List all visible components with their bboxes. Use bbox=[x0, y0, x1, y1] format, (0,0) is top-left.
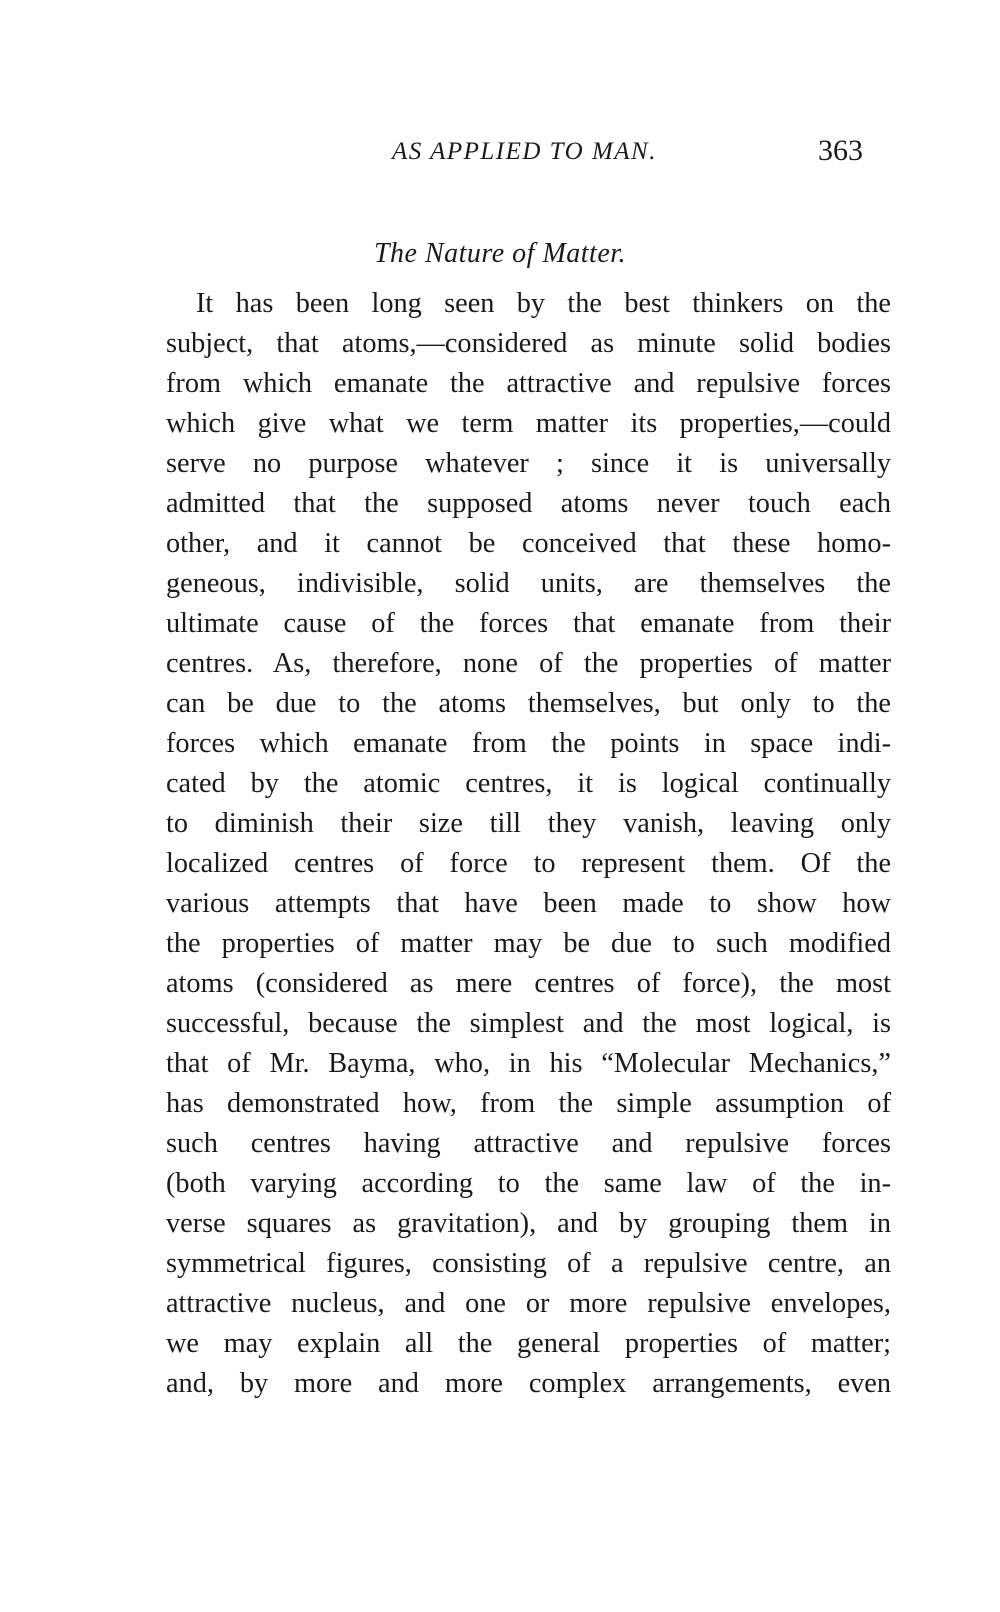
text-line: the properties of matter may be due to such modified bbox=[166, 928, 891, 959]
body-paragraph bbox=[166, 284, 891, 1404]
text-line: to diminish their size till they vanish, leaving only bbox=[166, 808, 891, 839]
text-line: that of Mr. Bayma, who, in his “Molecular Mechanics,” bbox=[166, 1048, 891, 1079]
text-line: various attempts that have been made to show how bbox=[166, 888, 891, 919]
text-line: admitted that the supposed atoms never touch each bbox=[166, 488, 891, 519]
text-line: from which emanate the attractive and repulsive forces bbox=[166, 368, 891, 399]
text-line: symmetrical figures, consisting of a repulsive centre, an bbox=[166, 1248, 891, 1279]
text-line: serve no purpose whatever ; since it is universally bbox=[166, 448, 891, 479]
text-line: we may explain all the general properties of matter; bbox=[166, 1328, 891, 1359]
text-line: It has been long seen by the best thinkers on the bbox=[196, 288, 891, 319]
text-line: ultimate cause of the forces that emanate from their bbox=[166, 608, 891, 639]
text-line: cated by the atomic centres, it is logical continually bbox=[166, 768, 891, 799]
text-line: has demonstrated how, from the simple assumption of bbox=[166, 1088, 891, 1119]
text-line: (both varying according to the same law of the in- bbox=[166, 1168, 891, 1199]
text-line: centres. As, therefore, none of the properties of matter bbox=[166, 648, 891, 679]
text-line: localized centres of force to represent them. Of the bbox=[166, 848, 891, 879]
text-line: such centres having attractive and repulsive forces bbox=[166, 1128, 891, 1159]
page-number: 363 bbox=[818, 134, 863, 167]
text-line: other, and it cannot be conceived that these homo- bbox=[166, 528, 891, 559]
text-line: and, by more and more complex arrangements, even bbox=[166, 1368, 891, 1399]
text-line: forces which emanate from the points in space indi- bbox=[166, 728, 891, 759]
text-line: successful, because the simplest and the most logical, is bbox=[166, 1008, 891, 1039]
running-head: AS APPLIED TO MAN. bbox=[392, 138, 657, 165]
text-line: attractive nucleus, and one or more repulsive envelopes, bbox=[166, 1288, 891, 1319]
text-line: geneous, indivisible, solid units, are themselves the bbox=[166, 568, 891, 599]
text-line: subject, that atoms,—considered as minute solid bodies bbox=[166, 328, 891, 359]
text-line: can be due to the atoms themselves, but only to the bbox=[166, 688, 891, 719]
section-title: The Nature of Matter. bbox=[373, 238, 627, 269]
text-line: verse squares as gravitation), and by grouping them in bbox=[166, 1208, 891, 1239]
text-line: atoms (considered as mere centres of force), the most bbox=[166, 968, 891, 999]
text-line: which give what we term matter its properties,—could bbox=[166, 408, 891, 439]
